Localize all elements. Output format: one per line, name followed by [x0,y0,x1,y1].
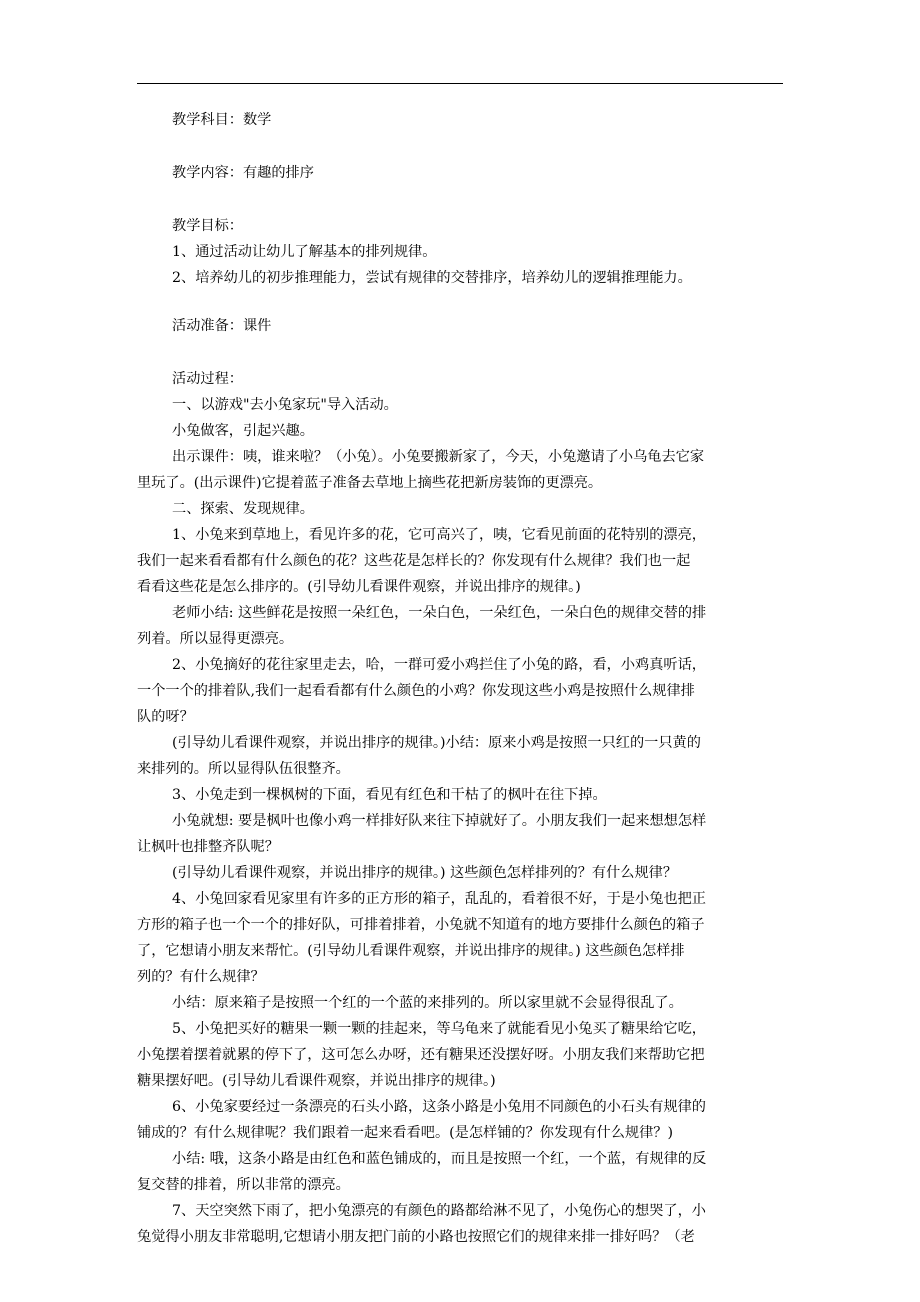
process-line: 一个一个的排着队,我们一起看看都有什么颜色的小鸡？你发现这些小鸡是按照什么规律排 [137,683,695,699]
process-line: 小兔就想: 要是枫叶也像小鸡一样排好队来往下掉就好了。小朋友我们一起来想想怎样 [172,813,707,829]
lesson-plan-body [137,107,785,1250]
process-line: 6、小兔家要经过一条漂亮的石头小路，这条小路是小兔用不同颜色的小石头有规律的 [172,1099,706,1115]
process-line: 2、小兔摘好的花往家里走去，哈，一群可爱小鸡拦住了小兔的路，看，小鸡真听话， [172,657,706,673]
process-line: 糖果摆好吧。(引导幼儿看课件观察，并说出排序的规律。) [137,1073,496,1089]
process-line: 了，它想请小朋友来帮忙。(引导幼儿看课件观察，并说出排序的规律。) 这些颜色怎样排 [137,943,685,959]
process-line: 小兔摆着摆着就累的停下了，这可怎么办呀，还有糖果还没摆好呀。小朋友我们来帮助它把 [137,1047,705,1063]
process-line: 4、小兔回家看见家里有许多的正方形的箱子，乱乱的，看着很不好，于是小兔也把正 [172,891,706,907]
goal-item: 2、培养幼儿的初步推理能力，尝试有规律的交替排序，培养幼儿的逻辑推理能力。 [172,270,692,286]
preparation-line: 活动准备：课件 [172,318,272,334]
goal-item: 1、通过活动让幼儿了解基本的排列规律。 [172,244,437,260]
process-title: 活动过程： [172,371,243,387]
process-line: 兔觉得小朋友非常聪明,它想请小朋友把门前的小路也按照它们的规律来排一排好吗？（老 [137,1229,695,1245]
process-line: 让枫叶也排整齐队呢？ [137,839,279,855]
process-line: 二、探索、发现规律。 [172,501,314,517]
content-line: 教学内容：有趣的排序 [172,165,314,181]
process-line: 5、小兔把买好的糖果一颗一颗的挂起来，等乌龟来了就能看见小兔买了糖果给它吃， [172,1021,706,1037]
process-line: (引导幼儿看课件观察，并说出排序的规律。)小结：原来小鸡是按照一只红的一只黄的 [172,735,701,751]
process-line: 铺成的？有什么规律呢？我们跟着一起来看看吧。(是怎样铺的？你发现有什么规律？) [137,1125,674,1141]
process-line: 我们一起来看看都有什么颜色的花？这些花是怎样长的？你发现有什么规律？我们也一起 [137,553,691,569]
process-line: 一、以游戏"去小兔家玩"导入活动。 [172,397,398,413]
process-line: 列的？有什么规律？ [137,969,265,985]
process-line: 来排列的。所以显得队伍很整齐。 [137,761,350,777]
process-line: 3、小兔走到一棵枫树的下面，看见有红色和干枯了的枫叶在往下掉。 [172,787,607,803]
process-line: 复交替的排着，所以非常的漂亮。 [137,1177,350,1193]
process-line: 1、小兔来到草地上，看见许多的花，它可高兴了，咦，它看见前面的花特别的漂亮， [172,527,706,543]
header-rule [137,83,783,84]
process-line: 小结：原来箱子是按照一个红的一个蓝的来排列的。所以家里就不会显得很乱了。 [172,995,683,1011]
goals-title: 教学目标： [172,218,243,234]
process-line: 出示课件：咦，谁来啦？（小兔）。小兔要搬新家了，今天，小兔邀请了小乌龟去它家 [172,449,705,465]
process-line: (引导幼儿看课件观察，并说出排序的规律。) 这些颜色怎样排列的？有什么规律？ [172,865,678,881]
process-line: 列着。所以显得更漂亮。 [137,631,294,647]
process-line: 看看这些花是怎么排序的。(引导幼儿看课件观察，并说出排序的规律。) [137,579,581,595]
process-line: 队的呀？ [137,709,194,725]
process-line: 小结: 哦，这条小路是由红色和蓝色铺成的，而且是按照一个红，一个蓝，有规律的反 [172,1151,707,1167]
process-line: 小兔做客，引起兴趣。 [172,423,314,439]
process-line: 里玩了。(出示课件)它提着蓝子准备去草地上摘些花把新房装饰的更漂亮。 [137,475,603,491]
process-line: 方形的箱子也一个一个的排好队，可排着排着，小兔就不知道有的地方要排什么颜色的箱子 [137,917,705,933]
subject-line: 教学科目：数学 [172,112,272,128]
process-line: 7、天空突然下雨了，把小兔漂亮的有颜色的路都给淋不见了，小兔伤心的想哭了，小 [172,1203,706,1219]
process-line: 老师小结: 这些鲜花是按照一朵红色，一朵白色，一朵红色，一朵白色的规律交替的排 [172,605,707,621]
